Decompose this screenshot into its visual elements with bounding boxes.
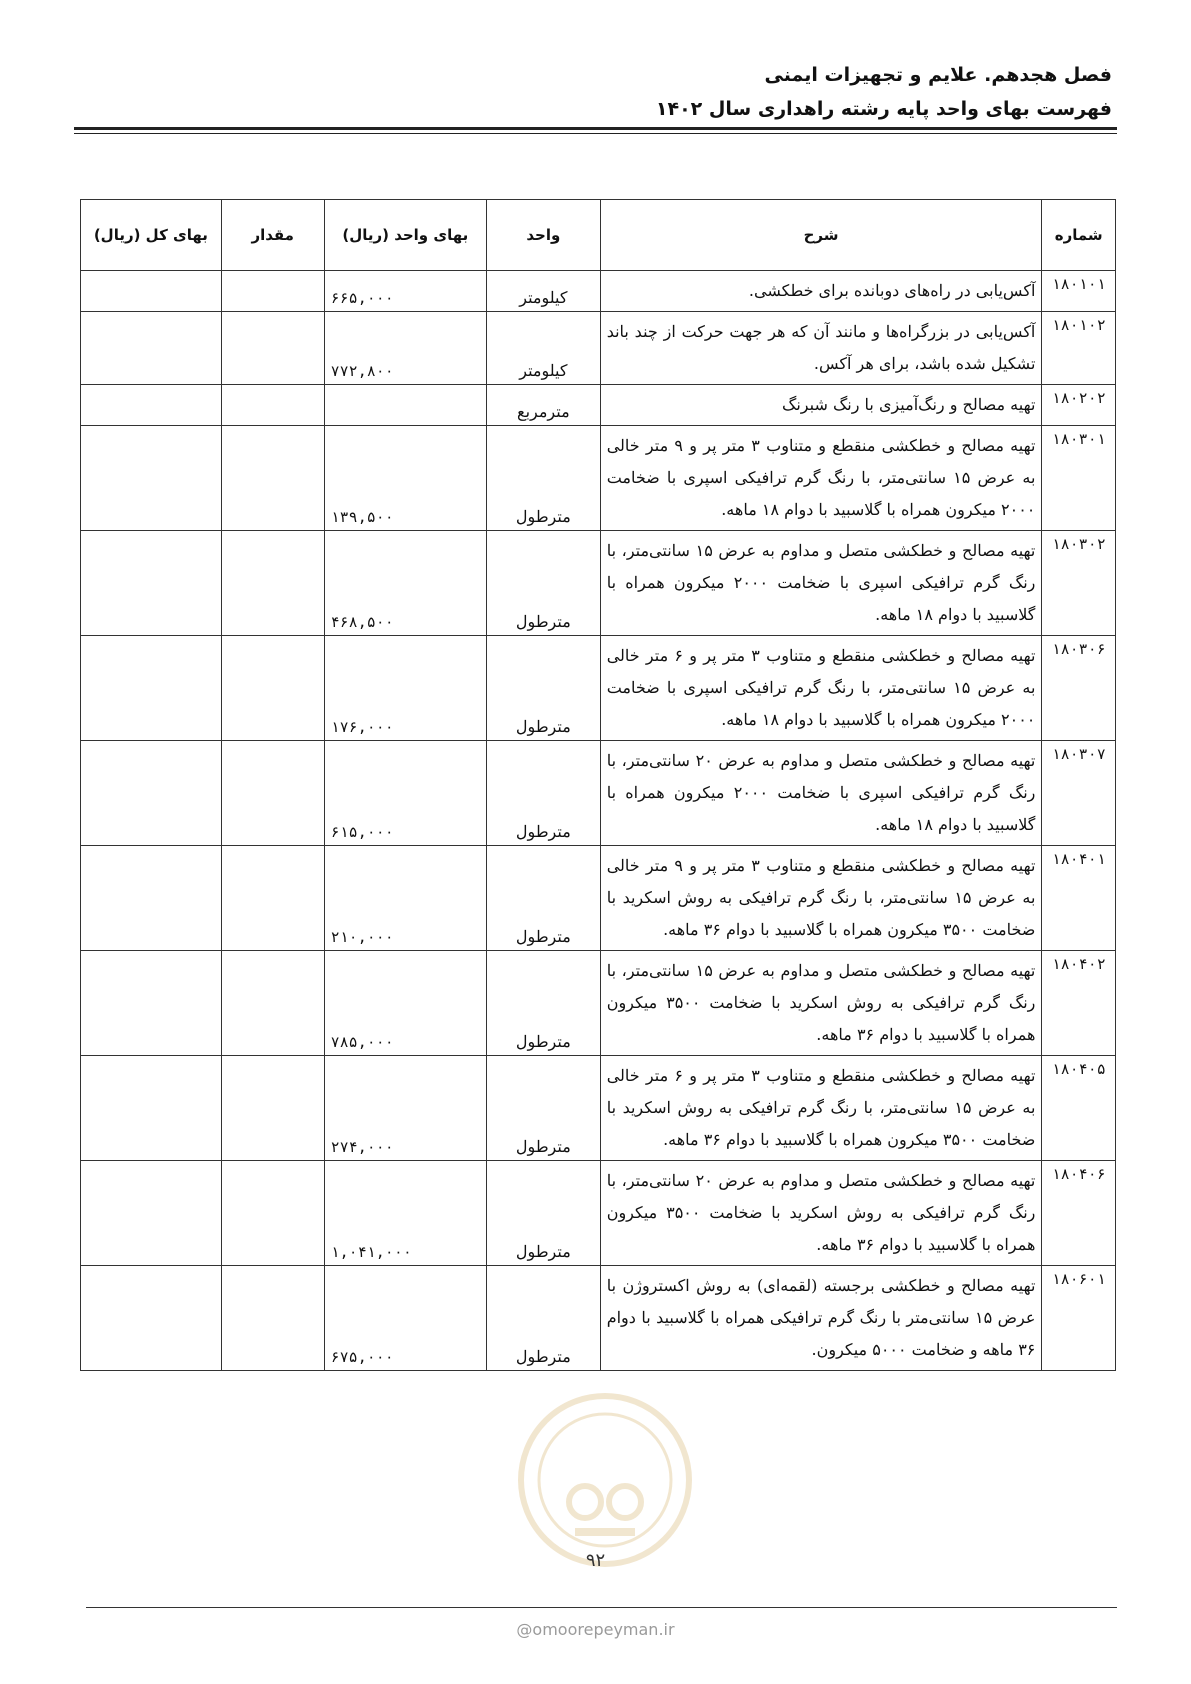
item-description: تهیه مصالح و خطکشی منقطع و متناوب ۳ متر پر و ۶ متر خالی به عرض ۱۵ سانتی‌متر، با رنگ گرم ترافیکی به روش اسکرید با ضخامت ۳۵۰۰ میکرون همراه با گلاسبید با دوام ۳۶ ماهه. xyxy=(600,1056,1042,1161)
item-code: ۱۸۰۴۰۶ xyxy=(1042,1161,1116,1266)
item-unit-price: ۲۱۰,۰۰۰ xyxy=(324,846,486,951)
item-description: آکس‌یابی در راه‌های دوبانده برای خطکشی. xyxy=(600,271,1042,312)
item-description: تهیه مصالح و خطکشی منقطع و متناوب ۳ متر پر و ۹ متر خالی به عرض ۱۵ سانتی‌متر، با رنگ گرم ترافیکی اسپری با ضخامت ۲۰۰۰ میکرون همراه با گلاسبید با دوام ۱۸ ماهه. xyxy=(600,426,1042,531)
item-description: تهیه مصالح و خطکشی متصل و مداوم به عرض ۲۰ سانتی‌متر، با رنگ گرم ترافیکی اسپری با ضخامت ۲۰۰۰ میکرون همراه با گلاسبید با دوام ۱۸ ماهه. xyxy=(600,741,1042,846)
item-unit-price: ۱۷۶,۰۰۰ xyxy=(324,636,486,741)
item-total-price xyxy=(81,531,222,636)
item-unit-price: ۱۳۹,۵۰۰ xyxy=(324,426,486,531)
item-code: ۱۸۰۱۰۲ xyxy=(1042,312,1116,385)
watermark-text: @omoorepeyman.ir xyxy=(516,1620,675,1639)
table-row xyxy=(81,531,1116,636)
table-row xyxy=(81,271,1116,312)
item-code: ۱۸۰۶۰۱ xyxy=(1042,1266,1116,1371)
item-code: ۱۸۰۴۰۵ xyxy=(1042,1056,1116,1161)
price-table xyxy=(80,199,1116,1371)
item-code: ۱۸۰۳۰۷ xyxy=(1042,741,1116,846)
item-total-price xyxy=(81,312,222,385)
item-description: تهیه مصالح و رنگ‌آمیزی با رنگ شبرنگ xyxy=(600,385,1042,426)
page-number: ۹۲ xyxy=(585,1550,606,1571)
item-total-price xyxy=(81,1266,222,1371)
item-code: ۱۸۰۲۰۲ xyxy=(1042,385,1116,426)
seal-outer-ring xyxy=(521,1396,689,1564)
chapter-title: فصل هجدهم. علایم و تجهیزات ایمنی xyxy=(764,64,1112,86)
item-unit: مترطول xyxy=(487,1056,601,1161)
item-total-price xyxy=(81,385,222,426)
item-unit: مترطول xyxy=(487,426,601,531)
item-unit: کیلومتر xyxy=(487,312,601,385)
item-quantity xyxy=(221,1056,324,1161)
item-description: تهیه مصالح و خطکشی برجسته (لقمه‌ای) به روش اکستروژن با عرض ۱۵ سانتی‌متر با رنگ گرم ترافیکی همراه با گلاسبید با دوام ۳۶ ماهه و ضخامت ۵۰۰۰ میکرون. xyxy=(600,1266,1042,1371)
table-row xyxy=(81,951,1116,1056)
item-code: ۱۸۰۳۰۱ xyxy=(1042,426,1116,531)
item-unit: مترطول xyxy=(487,846,601,951)
table-body xyxy=(81,271,1116,1371)
item-unit-price: ۴۶۸,۵۰۰ xyxy=(324,531,486,636)
item-unit-price: ۶۶۵,۰۰۰ xyxy=(324,271,486,312)
item-unit: مترطول xyxy=(487,531,601,636)
item-total-price xyxy=(81,271,222,312)
table-row xyxy=(81,1266,1116,1371)
item-unit-price: ۶۱۵,۰۰۰ xyxy=(324,741,486,846)
table-header-row xyxy=(81,200,1116,271)
item-total-price xyxy=(81,846,222,951)
table-row xyxy=(81,426,1116,531)
column-header-code: شماره xyxy=(1042,200,1116,271)
seal-gear-left xyxy=(569,1486,601,1518)
header-rule-thin xyxy=(74,133,1117,134)
table-row xyxy=(81,312,1116,385)
item-description: تهیه مصالح و خطکشی متصل و مداوم به عرض ۱۵ سانتی‌متر، با رنگ گرم ترافیکی اسپری با ضخامت ۲۰۰۰ میکرون همراه با گلاسبید با دوام ۱۸ ماهه. xyxy=(600,531,1042,636)
publisher-seal-logo xyxy=(515,1390,695,1570)
item-unit-price: ۷۷۲,۸۰۰ xyxy=(324,312,486,385)
item-description: تهیه مصالح و خطکشی متصل و مداوم به عرض ۱۵ سانتی‌متر، با رنگ گرم ترافیکی به روش اسکرید با ضخامت ۳۵۰۰ میکرون همراه با گلاسبید با دوام ۳۶ ماهه. xyxy=(600,951,1042,1056)
item-code: ۱۸۰۳۰۲ xyxy=(1042,531,1116,636)
book-title: فهرست بهای واحد پایه رشته راهداری سال ۱۴۰۲ xyxy=(655,98,1112,120)
item-unit-price: ۷۸۵,۰۰۰ xyxy=(324,951,486,1056)
item-quantity xyxy=(221,385,324,426)
item-code: ۱۸۰۴۰۱ xyxy=(1042,846,1116,951)
table-row xyxy=(81,1056,1116,1161)
item-unit: مترطول xyxy=(487,951,601,1056)
item-quantity xyxy=(221,312,324,385)
column-header-description: شرح xyxy=(600,200,1042,271)
item-unit: کیلومتر xyxy=(487,271,601,312)
item-description: تهیه مصالح و خطکشی منقطع و متناوب ۳ متر پر و ۹ متر خالی به عرض ۱۵ سانتی‌متر، با رنگ گرم ترافیکی به روش اسکرید با ضخامت ۳۵۰۰ میکرون همراه با گلاسبید با دوام ۳۶ ماهه. xyxy=(600,846,1042,951)
item-description: تهیه مصالح و خطکشی منقطع و متناوب ۳ متر پر و ۶ متر خالی به عرض ۱۵ سانتی‌متر، با رنگ گرم ترافیکی اسپری با ضخامت ۲۰۰۰ میکرون همراه با گلاسبید با دوام ۱۸ ماهه. xyxy=(600,636,1042,741)
item-quantity xyxy=(221,846,324,951)
item-unit-price: ۱,۰۴۱,۰۰۰ xyxy=(324,1161,486,1266)
item-total-price xyxy=(81,951,222,1056)
table-row xyxy=(81,636,1116,741)
item-total-price xyxy=(81,741,222,846)
item-quantity xyxy=(221,271,324,312)
table-row xyxy=(81,385,1116,426)
column-header-unit: واحد xyxy=(487,200,601,271)
footer-rule xyxy=(86,1607,1117,1608)
item-unit: مترطول xyxy=(487,636,601,741)
header-rule-thick xyxy=(74,127,1117,130)
item-total-price xyxy=(81,1056,222,1161)
item-quantity xyxy=(221,1161,324,1266)
item-description: آکس‌یابی در بزرگراه‌ها و مانند آن که هر جهت حرکت از چند باند تشکیل شده باشد، برای هر آکس. xyxy=(600,312,1042,385)
item-total-price xyxy=(81,636,222,741)
item-total-price xyxy=(81,1161,222,1266)
item-quantity xyxy=(221,951,324,1056)
item-quantity xyxy=(221,531,324,636)
column-header-quantity: مقدار xyxy=(221,200,324,271)
item-description: تهیه مصالح و خطکشی متصل و مداوم به عرض ۲۰ سانتی‌متر، با رنگ گرم ترافیکی به روش اسکرید با ضخامت ۳۵۰۰ میکرون همراه با گلاسبید با دوام ۳۶ ماهه. xyxy=(600,1161,1042,1266)
seal-gear-right xyxy=(609,1486,641,1518)
item-quantity xyxy=(221,426,324,531)
item-unit-price: ۶۷۵,۰۰۰ xyxy=(324,1266,486,1371)
seal-base xyxy=(575,1528,635,1536)
table-row xyxy=(81,846,1116,951)
item-total-price xyxy=(81,426,222,531)
item-code: ۱۸۰۱۰۱ xyxy=(1042,271,1116,312)
item-unit: مترطول xyxy=(487,1161,601,1266)
page-header xyxy=(72,58,1112,126)
seal-inner-ring xyxy=(539,1414,671,1546)
item-quantity xyxy=(221,741,324,846)
item-unit: مترمربع xyxy=(487,385,601,426)
item-unit-price xyxy=(324,385,486,426)
table-row xyxy=(81,1161,1116,1266)
item-code: ۱۸۰۴۰۲ xyxy=(1042,951,1116,1056)
item-unit: مترطول xyxy=(487,1266,601,1371)
item-code: ۱۸۰۳۰۶ xyxy=(1042,636,1116,741)
table-row xyxy=(81,741,1116,846)
column-header-total-price: بهای کل (ریال) xyxy=(81,200,222,271)
item-quantity xyxy=(221,1266,324,1371)
column-header-unit-price: بهای واحد (ریال) xyxy=(324,200,486,271)
item-unit-price: ۲۷۴,۰۰۰ xyxy=(324,1056,486,1161)
item-quantity xyxy=(221,636,324,741)
item-unit: مترطول xyxy=(487,741,601,846)
